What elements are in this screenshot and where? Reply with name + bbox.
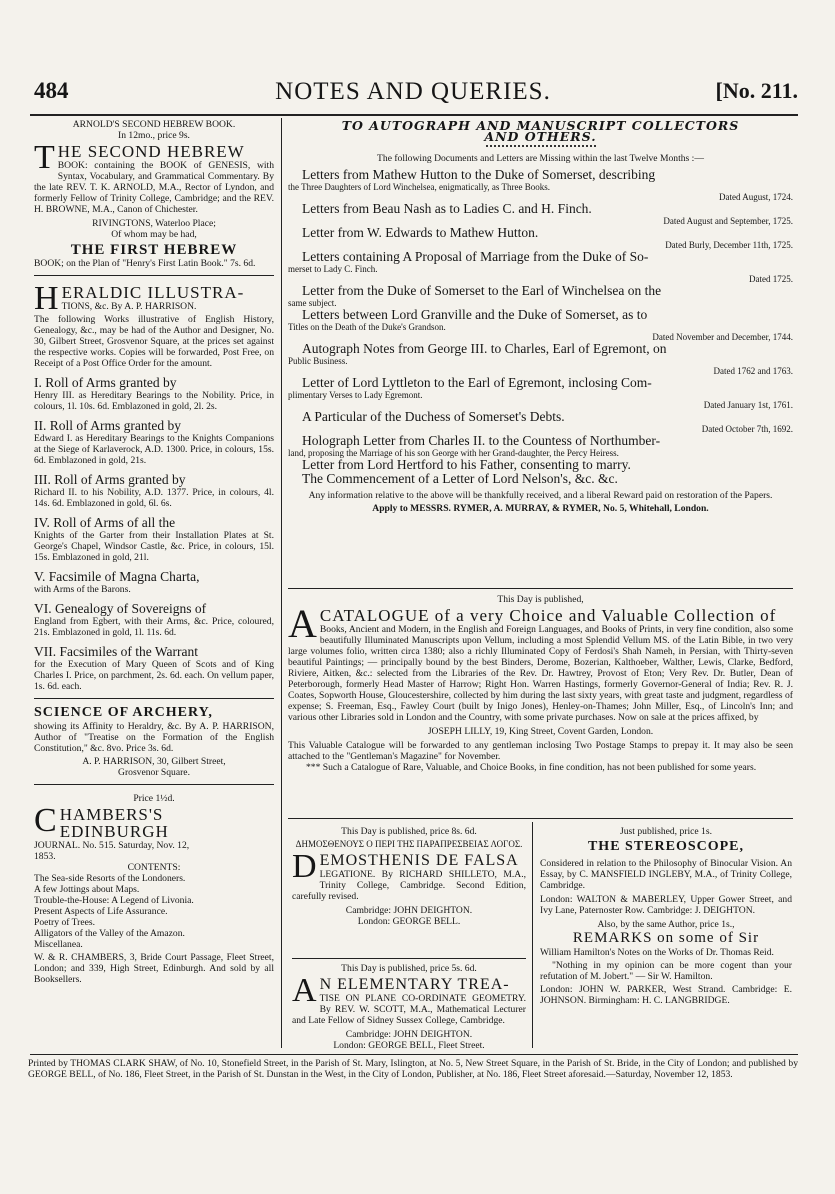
chambers-content-item: Trouble-the-House: A Legend of Livonia.	[34, 895, 194, 906]
issue-number: [No. 211.	[715, 78, 798, 103]
demosthenes-headline: EMOSTHENIS DE FALSA	[319, 852, 519, 869]
autograph-item: Autograph Notes from George III. to Charles, Earl of Egremont, on Public Business. Dated 1762 and 1763.	[288, 341, 793, 376]
first-hebrew-body: BOOK; on the Plan of "Henry's First Latin Book." 7s. 6d.	[34, 258, 256, 269]
chambers-headline: HAMBERS'S EDINBURGH	[59, 805, 169, 841]
chambers-advert	[34, 793, 274, 985]
autograph-item: Letters from Beau Nash as to Ladies C. and H. Finch. Dated August and September, 1725.	[302, 201, 793, 226]
heraldic-item: IV. Roll of Arms of all the Knights of the Garter from their Installation Plates at St. George's Chapel, Windsor Castle, &c. Price, in colours, 15l. 15s. Emblazoned in gold, 21l.	[34, 515, 274, 563]
chambers-journal: JOURNAL. No. 515. Saturday, Nov. 12,	[34, 840, 190, 851]
remarks-pub: London: JOHN W. PARKER, West Strand. Cambridge: E. JOHNSON. Birmingham: H. C. LANGBRIDGE.	[540, 984, 792, 1006]
treatise-dropcap: A	[292, 972, 317, 1009]
autograph-item: Letter from W. Edwards to Mathew Hutton. Dated Burly, December 11th, 1725.	[302, 225, 793, 250]
treatise-headline: N ELEMENTARY TREA-	[319, 976, 510, 993]
first-hebrew-headline: THE FIRST HEBREW	[70, 242, 238, 258]
catalogue-headline: CATALOGUE of a very Choice and Valuable Collection of	[319, 606, 777, 625]
archery-advert	[34, 705, 274, 778]
demosthenes-pub-2: London: GEORGE BELL.	[357, 916, 461, 927]
chambers-content-item: Present Aspects of Life Assurance.	[34, 906, 168, 917]
ornament-rule	[486, 145, 596, 147]
divider	[288, 818, 793, 819]
catalogue-seller: JOSEPH LILLY, 19, King Street, Covent Garden, London.	[427, 726, 654, 737]
stereoscope-headline: THE STEREOSCOPE,	[587, 839, 745, 854]
treatise-pub-2: London: GEORGE BELL, Fleet Street.	[333, 1040, 485, 1051]
divider	[34, 275, 274, 276]
autograph-item: Letter from the Duke of Somerset to the Earl of Winchelsea on the same subject.	[288, 283, 662, 308]
heraldic-headline: ERALDIC ILLUSTRA-	[61, 283, 245, 302]
remarks-quote: "Nothing in my opinion can be more cogent than your refutation of M. Jobert." — Sir W. Hamilton.	[540, 960, 792, 982]
divider	[288, 588, 793, 589]
printer-imprint: Printed by THOMAS CLARK SHAW, of No. 10, Stonefield Street, in the Parish of St. Mary, Islington, at No. 5, New Street Square, in the Parish of St. Bride, in the City of London; and published by GEORGE BELL, of No. 186, Fleet Street, in the Parish of St. Dunstan in the West, in the City of London, Publisher, at No. 186, Fleet Street aforesaid.—Saturday, November 12, 1853.	[28, 1058, 798, 1080]
heraldic-item: V. Facsimile of Magna Charta, with Arms of the Barons.	[34, 569, 200, 595]
autograph-item: Letters between Lord Granville and the Duke of Somerset, as to Titles on the Death of the Duke's Grandson. Dated November and December, 1744.	[288, 307, 793, 342]
chambers-content-item: Alligators of the Valley of the Amazon.	[34, 928, 185, 939]
autograph-item: A Particular of the Duchess of Somerset's Debts. Dated October 7th, 1692.	[302, 409, 793, 434]
catalogue-dropcap: A	[288, 601, 317, 646]
catalogue-body: Books, Ancient and Modern, in the English and Foreign Languages, and Books of Prints, in very fine condition, also some beautifully Illuminated Manuscripts upon Vellum, including a most Splendid Vellum MS. of the Latin Bible, in two very large volumes folio, written circa 1380; also a richly Illuminated Copy of Ferdosi's Shah Nameh, in Persian, with Thirty-seven beautiful Paintings; — principally bound by the best Binders, Derome, Bozerian, Kalthoeber, Walther, Lewis, Clarke, Bedford, Riviere, Aitken, &c.: selected from the Libraries of the Rev. Dr. Hawtrey, Provost of Eton; Very Rev. Dr. Butler, Dean of Peterborough, formerly Head Master of Harrow; Right Hon. Warren Hastings, formerly Governor-General of India; Rev. R. J. Coates, Sopworth House, Gloucestershire, collected by him during the last sixty years, with great taste and judgment, regardless of expense; S. Freeman, Esq., Fawley Court (built by Inigo Jones), Henley-on-Thames; John Miller, Esq., of Lincoln's Inn; and various other Libraries sold in London and the Country, with some private purchases. Now on sale at the prices affixed, by	[288, 624, 793, 723]
autograph-item: The Commencement of a Letter of Lord Nelson's, &c. &c.	[302, 471, 618, 486]
catalogue-advert	[288, 594, 793, 773]
arnold-also: Of whom may be had,	[111, 229, 197, 240]
arnold-title: ARNOLD'S SECOND HEBREW BOOK.	[72, 119, 236, 130]
remarks-headline: REMARKS on some of Sir	[572, 930, 760, 946]
page-number: 484	[34, 78, 69, 103]
heraldic-item: VI. Genealogy of Sovereigns of England from Egbert, with their Arms, &c. Price, coloured, 21s. Emblazoned in gold, 1l. 11s. 6d.	[34, 601, 274, 638]
arnold-format: In 12mo., price 9s.	[118, 130, 190, 141]
header-rule	[30, 114, 798, 116]
column-divider	[281, 118, 282, 1048]
heraldic-byline: TIONS, &c. By A. P. HARRISON.	[61, 301, 197, 312]
demosthenes-pub-1: Cambridge: JOHN DEIGHTON.	[345, 905, 473, 916]
footer-rule	[30, 1054, 798, 1055]
autograph-item: Letter from Lord Hertford to his Father, consenting to marry.	[302, 457, 631, 472]
stereoscope-published: Just published, price 1s.	[620, 826, 712, 837]
heraldic-advert	[34, 280, 274, 692]
stereoscope-advert	[540, 826, 792, 1006]
autograph-intro: The following Documents and Letters are Missing within the last Twelve Months :—	[377, 153, 704, 164]
left-column	[34, 119, 274, 985]
demosthenes-published: This Day is published, price 8s. 6d.	[341, 826, 477, 837]
catalogue-published: This Day is published,	[497, 594, 584, 605]
demosthenes-dropcap: D	[292, 848, 317, 885]
archery-body: showing its Affinity to Heraldry, &c. By A. P. HARRISON, Author of "Treatise on the Formation of the English Constitution," &c. 8vo. Price 3s. 6d.	[34, 721, 274, 754]
column-divider	[532, 822, 533, 1048]
archery-address2: Grosvenor Square.	[118, 767, 190, 778]
stereoscope-pub: London: WALTON & MABERLEY, Upper Gower Street, and Ivy Lane, Paternoster Row. Cambridge: J. DEIGHTON.	[540, 894, 792, 916]
autograph-apply: Apply to MESSRS. RYMER, A. MURRAY, & RYMER, No. 5, Whitehall, London.	[372, 503, 709, 514]
stereoscope-also: Also, by the same Author, price 1s.,	[597, 919, 735, 930]
demosthenes-advert	[292, 826, 526, 927]
chambers-content-item: Miscellanea.	[34, 939, 83, 950]
autograph-headline: TO AUTOGRAPH AND MANUSCRIPT COLLECTORS	[341, 118, 740, 133]
chambers-publisher: W. & R. CHAMBERS, 3, Bride Court Passage, Fleet Street, London; and 339, High Street, Edinburgh. And sold by all Booksellers.	[34, 952, 274, 985]
treatise-body: TISE ON PLANE CO-ORDINATE GEOMETRY. By REV. W. SCOTT, M.A., Mathematical Lecturer and Late Fellow of Sidney Sussex College, Cambridge.	[292, 993, 526, 1026]
chambers-price: Price 1½d.	[133, 793, 175, 804]
heraldic-item: VII. Facsimiles of the Warrant for the Execution of Mary Queen of Scots and of King Charles I. Price, on parchment, 2s. 6d. each. On vellum paper, 1s. 6d. each.	[34, 644, 274, 692]
autograph-item: Letters from Mathew Hutton to the Duke of Somerset, describing the Three Daughters of Lord Winchelsea, enigmatically, as Three Books. Dated August, 1724.	[288, 167, 793, 202]
heraldic-item: I. Roll of Arms granted by Henry III. as Hereditary Bearings to the Nobility. Price, in colours, 1l. 10s. 6d. Emblazoned in gold, 2l. 2s.	[34, 375, 274, 412]
archery-address: A. P. HARRISON, 30, Gilbert Street,	[82, 756, 226, 767]
divider	[34, 698, 274, 699]
catalogue-note-2: *** Such a Catalogue of Rare, Valuable, and Choice Books, in fine condition, has not been published for some years.	[306, 762, 757, 773]
heraldic-item: II. Roll of Arms granted by Edward I. as Hereditary Bearings to the Knights Companions at the Siege of Karlaverock, A.D. 1300. Price, in colours, 15s. 6d. Emblazoned in gold, 21s.	[34, 418, 274, 466]
chambers-dropcap: C	[34, 802, 57, 839]
chambers-content-item: A few Jottings about Maps.	[34, 884, 140, 895]
archery-headline: SCIENCE OF ARCHERY,	[34, 705, 213, 720]
divider	[34, 784, 274, 785]
treatise-published: This Day is published, price 5s. 6d.	[341, 963, 477, 974]
autograph-item: Letter of Lord Lyttleton to the Earl of Egremont, inclosing Com- plimentary Verses to Lady Egremont. Dated January 1st, 1761.	[288, 375, 793, 410]
chambers-content-item: Poetry of Trees.	[34, 917, 96, 928]
divider	[292, 958, 526, 959]
chambers-contents-label: CONTENTS:	[127, 862, 181, 873]
treatise-advert	[292, 963, 526, 1051]
catalogue-note: This Valuable Catalogue will be forwarded to any gentleman inclosing Two Postage Stamps to prepay it. It may also be seen attached to the "Gentleman's Magazine" for November.	[288, 740, 793, 762]
arnold-advert	[34, 119, 274, 269]
demosthenes-body: LEGATIONE. By RICHARD SHILLETO, M.A., Trinity College, Cambridge. Second Edition, carefully revised.	[292, 869, 526, 902]
chambers-content-item: The Sea-side Resorts of the Londoners.	[34, 873, 186, 884]
heraldic-intro: The following Works illustrative of English History, Genealogy, &c., may be had of the Author and Designer, No. 30, Gilbert Street, Grosvenor Square, at the prices set against the respective works. Copies will be forwarded, Post Free, on Receipt of a Post Office Order for the amount.	[34, 314, 274, 369]
treatise-pub-1: Cambridge: JOHN DEIGHTON.	[345, 1029, 473, 1040]
heraldic-item: III. Roll of Arms granted by Richard II. to his Nobility, A.D. 1377. Price, in colours, 4l. 14s. 6d. Emblazoned in gold, 6l. 6s.	[34, 472, 274, 509]
autograph-reward: Any information relative to the above will be thankfully received, and a liberal Reward paid on restoration of the Papers.	[308, 490, 773, 501]
autograph-item: Holograph Letter from Charles II. to the Countess of Northumber- land, proposing the Marriage of his son George with her Grand-daughter, the Percy Heiress.	[288, 433, 661, 458]
arnold-headline: HE SECOND HEBREW	[57, 142, 245, 161]
arnold-dropcap: T	[34, 139, 55, 176]
autograph-headline-2: AND OTHERS.	[484, 129, 597, 144]
stereoscope-body: Considered in relation to the Philosophy of Binocular Vision. An Essay, by C. MANSFIELD INGLEBY, M.A., of Trinity College, Cambridge.	[540, 858, 792, 891]
arnold-publisher: RIVINGTONS, Waterloo Place;	[92, 218, 216, 229]
demosthenes-greek-title: ΔΗΜΟΣΘΕΝΟΥΣ Ο ΠΕΡΙ ΤΗΣ ΠΑΡΑΠΡΕΣΒΕΙΑΣ ΛΟΓΟΣ.	[295, 839, 523, 849]
autograph-advert	[288, 120, 793, 514]
remarks-body: William Hamilton's Notes on the Works of Dr. Thomas Reid.	[540, 947, 774, 958]
page-header	[28, 78, 798, 112]
page-title: NOTES AND QUERIES.	[275, 78, 551, 105]
chambers-year: 1853.	[34, 851, 56, 862]
autograph-item: Letters containing A Proposal of Marriage from the Duke of So- merset to Lady C. Finch. Dated 1725.	[288, 249, 793, 284]
heraldic-dropcap: H	[34, 280, 59, 317]
arnold-body: BOOK: containing the BOOK of GENESIS, with Syntax, Vocabulary, and Grammatical Commentary. By the late REV. T. K. ARNOLD, M.A., Rector of Lyndon, and formerly Fellow of Trinity College, Cambridge; and the REV. H. BROWNE, M.A., Canon of Chichester.	[34, 160, 274, 215]
